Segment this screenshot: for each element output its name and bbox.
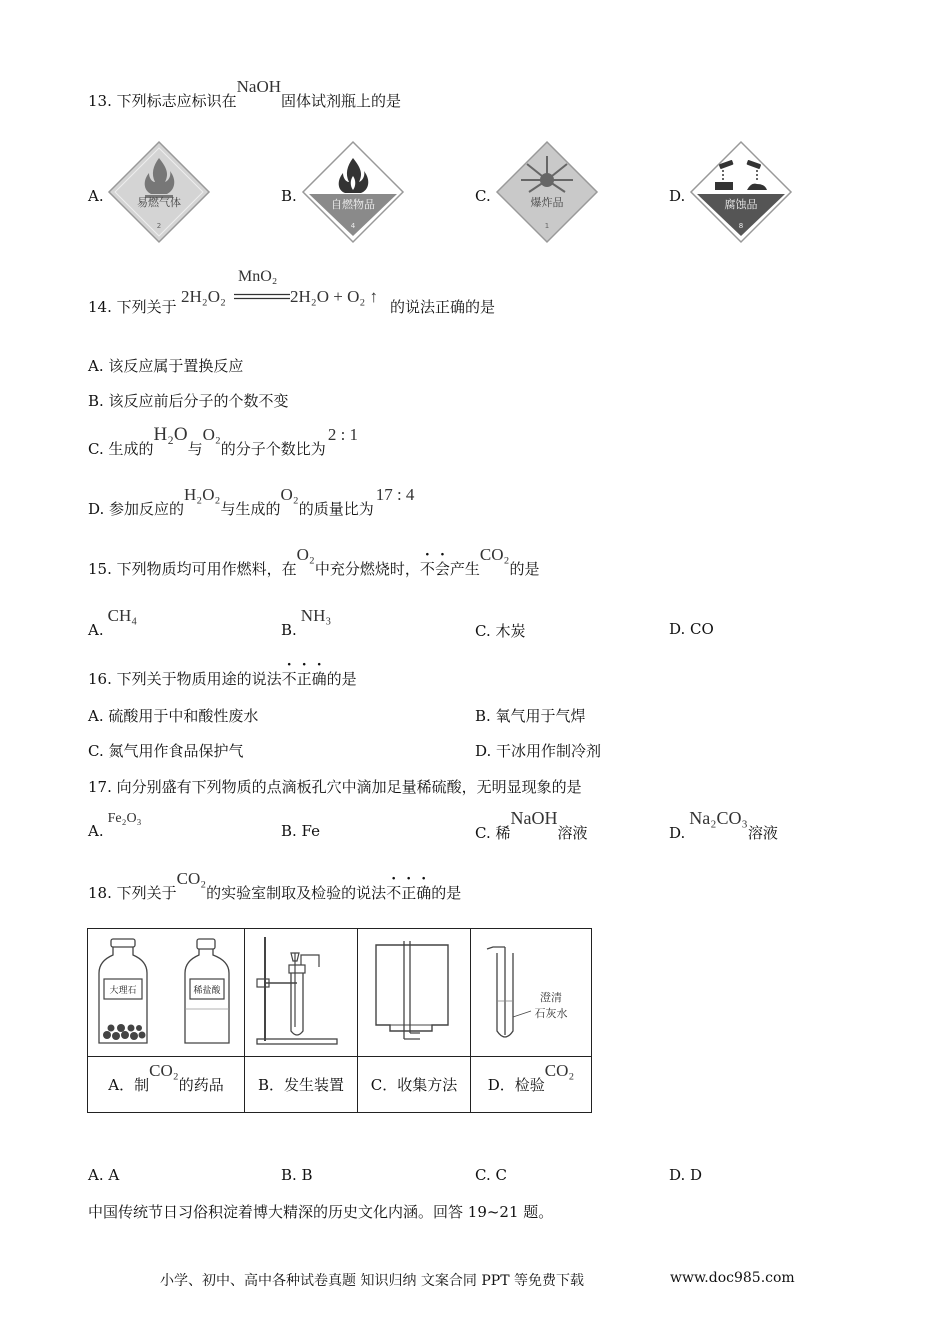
generator-apparatus-icon: [247, 931, 355, 1051]
sign-b-number: 4: [350, 222, 356, 230]
q17-stem: 17. 向分别盛有下列物质的点滴板孔穴中滴加足量稀硫酸，无明显现象的是: [88, 778, 582, 796]
sign-c-number: 1: [544, 222, 550, 230]
caption-b: B．发生装置: [245, 1057, 358, 1113]
q17-option-c: C. 稀NaOH溶液: [475, 808, 588, 842]
q14-stem: 14. 下列关于: [88, 298, 177, 316]
q15-stem: 15. 下列物质均可用作燃料，在O₂中充分燃烧时，不会产生CO₂的是: [88, 545, 540, 578]
limewater-label-1: 澄清: [540, 990, 562, 1004]
footer-text: 小学、初中、高中各种试卷真题 知识归纳 文案合同 PPT 等免费下载: [160, 1273, 584, 1289]
q14-option-c: C. 生成的H₂O与O₂的分子个数比为2 : 1: [88, 424, 359, 458]
q14-option-d: D. 参加反应的H₂O₂与生成的O₂的质量比为17 : 4: [88, 485, 415, 518]
reagent-bottles-icon: [91, 931, 241, 1051]
collection-bottle-icon: [360, 931, 468, 1051]
sign-a-label: 易燃气体: [137, 196, 181, 209]
sign-d-number: 8: [738, 222, 744, 230]
q16-option-c: C. 氮气用作食品保护气: [88, 742, 244, 760]
q13-option-a-letter: A.: [88, 187, 104, 205]
q16-stem: 16. 下列关于物质用途的说法不正确的是: [88, 670, 357, 688]
limewater-label-2: 石灰水: [534, 1006, 568, 1020]
flammable-gas-sign-icon: [107, 140, 211, 244]
q14-option-b: B. 该反应前后分子的个数不变: [88, 392, 289, 410]
caption-d: D．检验CO₂: [471, 1057, 592, 1113]
q17-option-d: D.Na₂CO₃溶液: [669, 808, 778, 842]
q15-option-d: D. CO: [669, 620, 714, 638]
sign-b-label: 自燃物品: [331, 198, 375, 211]
limewater-test-tube-icon: [473, 931, 589, 1051]
bottle-1-label: 大理石: [109, 985, 137, 996]
bottle-2-label: 稀盐酸: [193, 985, 221, 996]
q14-catalyst: MnO₂: [238, 268, 278, 285]
q15-option-b: B.NH₃: [281, 606, 332, 639]
sign-d-label: 腐蚀品: [724, 198, 758, 211]
q18-option-d: D. D: [669, 1166, 703, 1184]
test-apparatus-cell: [471, 929, 592, 1057]
q18-stem: 18. 下列关于CO₂的实验室制取及检验的说法不正确的是: [88, 869, 462, 902]
generator-apparatus-cell: [245, 929, 358, 1057]
q16-option-b: B. 氧气用于气焊: [475, 707, 586, 725]
q15-option-a: A.CH₄: [88, 606, 138, 639]
q16-option-d: D. 干冰用作制冷剂: [475, 742, 602, 760]
explosive-sign-icon: [495, 140, 599, 244]
q15-option-c: C. 木炭: [475, 622, 526, 640]
q13-option-c-letter: C.: [475, 187, 491, 205]
q14-reactant: 2H₂O₂: [181, 287, 226, 306]
sign-c-label: 爆炸品: [530, 196, 564, 209]
q17-option-b: B. Fe: [281, 822, 321, 840]
q13-option-d-letter: D.: [669, 187, 686, 205]
q14-option-a: A. 该反应属于置换反应: [88, 357, 244, 375]
reagent-bottles-cell: [88, 929, 245, 1057]
q13-option-b-letter: B.: [281, 187, 297, 205]
q15-emphasis-1: 不: [419, 560, 435, 578]
q15-emphasis-2: 会: [434, 560, 450, 578]
q16-option-a: A. 硫酸用于中和酸性废水: [88, 707, 259, 725]
caption-a: A．制CO₂的药品: [88, 1057, 245, 1113]
footer-url[interactable]: www.doc985.com: [670, 1270, 795, 1286]
spontaneous-combustion-sign-icon: [301, 140, 405, 244]
sign-a-number: 2: [156, 222, 162, 230]
q17-option-a: A.Fe₂O₃: [88, 811, 142, 840]
q18-option-a: A. A: [88, 1166, 120, 1184]
q14-reaction-equals: [234, 293, 290, 301]
apparatus-table: [87, 928, 592, 1113]
corrosive-sign-icon: [689, 140, 793, 244]
q13-formula: NaOH: [236, 77, 282, 96]
q13-stem: 13. 下列标志应标识在NaOH固体试剂瓶上的是: [88, 77, 402, 110]
caption-c: C．收集方法: [358, 1057, 471, 1113]
section-intro: 中国传统节日习俗积淀着博大精深的历史文化内涵。回答 19~21 题。: [88, 1203, 554, 1221]
q18-option-c: C. C: [475, 1166, 507, 1184]
q18-option-b: B. B: [281, 1166, 313, 1184]
collection-apparatus-cell: [358, 929, 471, 1057]
q14-stem-post: 的说法正确的是: [390, 298, 496, 316]
q14-products: 2H₂O + O₂ ↑: [290, 287, 379, 306]
